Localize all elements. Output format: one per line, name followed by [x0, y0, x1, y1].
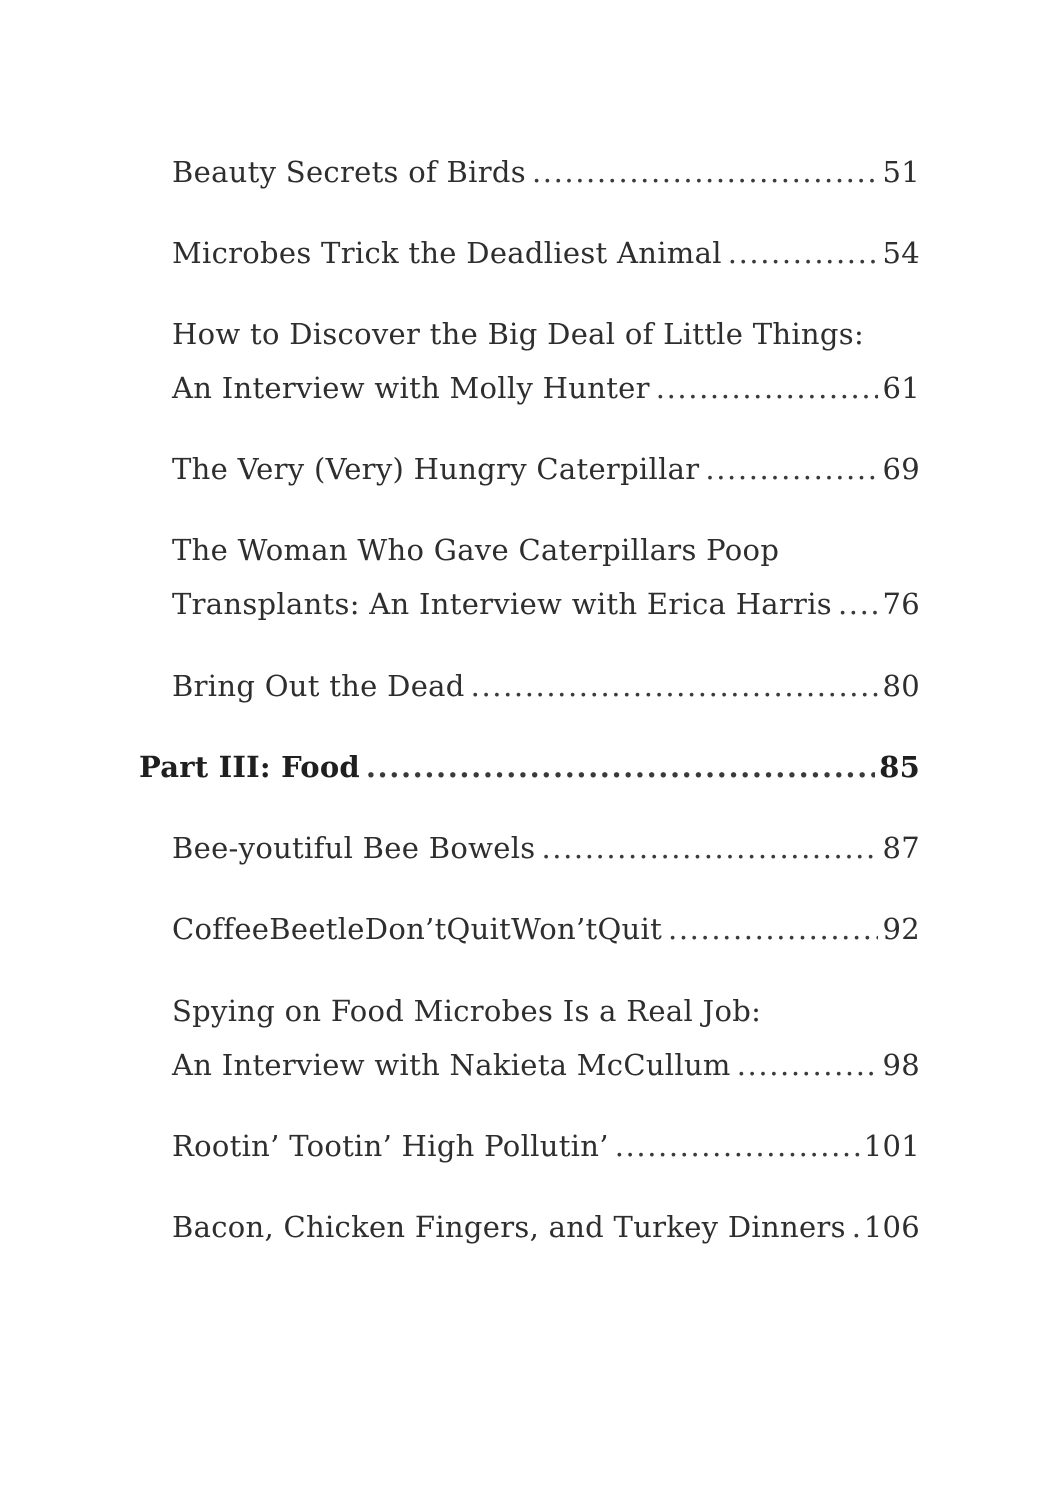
toc-part-heading[interactable] — [139, 750, 920, 790]
toc-entry-title: Rootin’ Tootin’ High Pollutin’ — [172, 1129, 609, 1163]
toc-entry-page: 76 — [882, 587, 920, 621]
dot-leader — [728, 236, 879, 270]
part-page: 85 — [879, 750, 920, 784]
toc-entry-title-line1[interactable]: How to Discover the Big Deal of Little Things: — [172, 317, 865, 351]
toc-entry-page: 80 — [882, 669, 920, 703]
dot-leader — [668, 912, 878, 946]
toc-entry-title: Bacon, Chicken Fingers, and Turkey Dinners — [172, 1210, 846, 1244]
toc-entry-title: Beauty Secrets of Birds — [172, 155, 526, 189]
toc-entry[interactable] — [172, 452, 920, 492]
toc-entry[interactable] — [172, 1129, 920, 1169]
toc-entry[interactable] — [172, 1048, 920, 1088]
toc-entry-title: Bee-youtiful Bee Bowels — [172, 831, 536, 865]
toc-entry-page: 87 — [882, 831, 920, 865]
toc-entry[interactable] — [172, 155, 920, 195]
toc-entry[interactable] — [172, 587, 920, 627]
toc-entry[interactable] — [172, 669, 920, 709]
toc-entry-title-line1[interactable]: The Woman Who Gave Caterpillars Poop — [172, 533, 780, 567]
toc-entry-page: 69 — [882, 452, 920, 486]
dot-leader — [838, 587, 879, 621]
toc-entry-page: 92 — [882, 912, 920, 946]
toc-entry-title: Transplants: An Interview with Erica Harris — [172, 587, 832, 621]
toc-entry-page: 98 — [882, 1048, 920, 1082]
toc-entry-title: The Very (Very) Hungry Caterpillar — [172, 452, 700, 486]
toc-entry[interactable] — [172, 371, 920, 411]
dot-leader — [541, 831, 878, 865]
dot-leader — [737, 1048, 879, 1082]
toc-entry-page: 106 — [863, 1210, 920, 1244]
toc-entry[interactable] — [172, 831, 920, 871]
dot-leader — [532, 155, 879, 189]
dot-leader — [366, 750, 875, 784]
toc-entry-title: An Interview with Molly Hunter — [172, 371, 650, 405]
toc-entry[interactable] — [172, 1210, 920, 1250]
dot-leader — [705, 452, 878, 486]
part-title: Part III: Food — [139, 750, 360, 784]
toc-entry-page: 54 — [882, 236, 920, 270]
toc-entry-title: Bring Out the Dead — [172, 669, 465, 703]
toc-entry-title: CoffeeBeetleDon’tQuitWon’tQuit — [172, 912, 663, 946]
toc-entry-title-line1[interactable]: Spying on Food Microbes Is a Real Job: — [172, 994, 762, 1028]
toc-entry-page: 101 — [863, 1129, 920, 1163]
toc-entry-title: Microbes Trick the Deadliest Animal — [172, 236, 722, 270]
dot-leader — [615, 1129, 860, 1163]
toc-entry-page: 61 — [882, 371, 920, 405]
toc-entry[interactable] — [172, 912, 920, 952]
dot-leader — [656, 371, 879, 405]
toc-entry[interactable] — [172, 236, 920, 276]
toc-entry-page: 51 — [882, 155, 920, 189]
dot-leader — [471, 669, 879, 703]
toc-entry-title: An Interview with Nakieta McCullum — [172, 1048, 731, 1082]
dot-leader — [852, 1210, 860, 1244]
